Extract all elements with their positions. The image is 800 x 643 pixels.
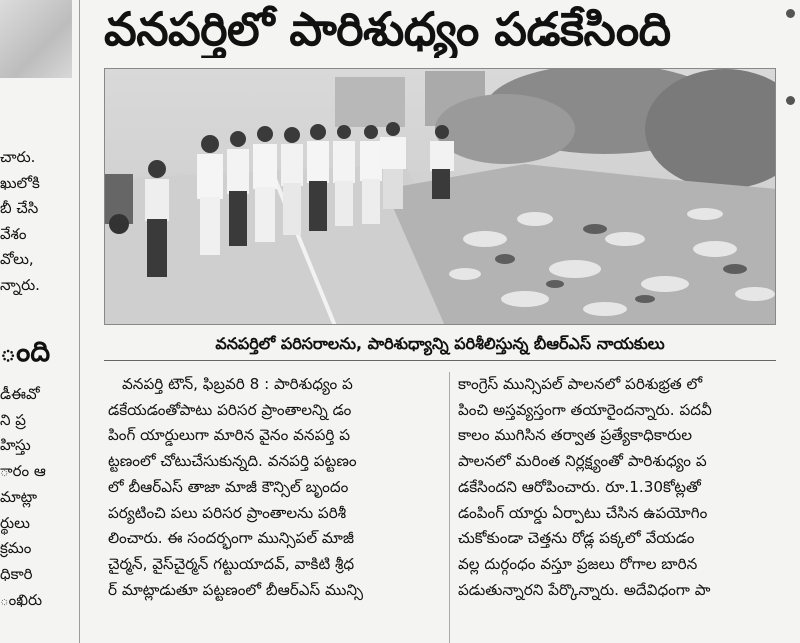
article-line: పాలనలో మరింత నిర్లక్ష్యంతో పారిశుధ్యం ప xyxy=(458,452,707,471)
article-column-1 xyxy=(108,372,443,603)
article-line: వనపర్తి టౌన్, ఫిబ్రవరి 8 : పారిశుధ్యం ప xyxy=(122,375,353,393)
adjacent-line: ని ప్ర xyxy=(0,410,26,429)
adjacent-line: చారు. xyxy=(0,148,36,166)
headline: వనపర్తిలో పారిశుధ్యం పడకేసింది xyxy=(104,2,671,56)
adjacent-line: ర్థులు xyxy=(0,513,30,532)
photo-caption: వనపర్తిలో పరిసరాలను, పారిశుధ్యాన్ని పరిశీలిస్తున్న బీఆర్ఎస్ నాయకులు xyxy=(215,334,665,353)
article-column-2 xyxy=(458,372,780,603)
column-divider xyxy=(79,0,80,643)
adjacent-line: ఖులోకి xyxy=(0,173,40,192)
article-line: పర్యటించి పలు పరిసర ప్రాంతాలను పరిశీ xyxy=(108,503,347,522)
adjacent-line: ారం ఆ xyxy=(0,462,46,481)
article-line: పించి అస్తవ్యస్తంగా తయారైందన్నారు. పదవీ xyxy=(458,400,712,419)
adjacent-line: ధికారి xyxy=(0,564,33,583)
adjacent-line: హిస్తు xyxy=(0,436,31,455)
article-line: డంపింగ్ యార్డు ఏర్పాటు చేసిన ఉపయోగిం xyxy=(458,503,708,522)
news-photo xyxy=(104,68,776,325)
article-line: వల్ల దుర్గంధం వస్తూ ప్రజలు రోగాల బారిన xyxy=(458,554,698,573)
article-line: పడుతున్నారని పేర్కొన్నారు. అదేవిధంగా పా xyxy=(458,580,711,599)
adjacent-line: క్రమం xyxy=(0,539,32,558)
adjacent-line: ంఖిరు xyxy=(0,590,43,609)
adjacent-photo xyxy=(0,0,72,78)
article-line: లించారు. ఈ సందర్భంగా మున్సిపల్ మాజీ xyxy=(108,529,354,548)
article-line: ట్టణంలో చోటుచేసుకున్నది. వనపర్తి పట్టణం xyxy=(108,452,357,471)
article-line: పింగ్ యార్డులుగా మారిన వైనం వనపర్తి ప xyxy=(108,426,351,445)
article-line: చుకోకుండా చెత్తను రోడ్ల పక్కలో వేయడం xyxy=(458,529,695,548)
article-line: డకేసిందని ఆరోపించారు. రూ.1.30కోట్లతో xyxy=(458,477,701,496)
adjacent-line: వోలు, xyxy=(0,250,34,268)
adjacent-text-bottom xyxy=(0,382,78,613)
photo-illustration xyxy=(105,69,776,325)
article-line: లో బీఆర్ఎస్ తాజా మాజీ కౌన్సిల్ బృందం xyxy=(108,477,349,496)
adjacent-subheadline: ంది xyxy=(0,335,51,368)
caption-rule xyxy=(104,360,776,361)
article-line: చైర్మన్, వైస్‌చైర్మన్ గట్టుయాదవ్, వాకిటి శ్రీధ xyxy=(108,554,355,573)
margin-bullet xyxy=(786,96,795,105)
article-line: కాంగ్రెస్ మున్సిపల్ పాలనలో పరిశుభ్రత లో xyxy=(458,375,703,393)
adjacent-line: న్నారు. xyxy=(0,275,40,294)
article-line: డకేయడంతోపాటు పరిసర ప్రాంతాలన్ని డం xyxy=(108,400,352,419)
adjacent-line: వేశం xyxy=(0,224,27,243)
article-line: ర్ మాట్లాడుతూ పట్టణంలో బీఆర్ఎస్ మున్సి xyxy=(108,580,364,599)
adjacent-article-column xyxy=(0,0,80,643)
adjacent-line: డీఈవో xyxy=(0,385,40,403)
margin-bullet xyxy=(786,9,795,18)
adjacent-line: బీ చేసి xyxy=(0,199,39,217)
article-line: కాలం ముగిసిన తర్వాత ప్రత్యేకాధికారుల xyxy=(458,426,693,445)
article-column-divider xyxy=(449,372,450,643)
adjacent-text-top xyxy=(0,145,78,298)
adjacent-line: మాట్లా xyxy=(0,487,38,506)
